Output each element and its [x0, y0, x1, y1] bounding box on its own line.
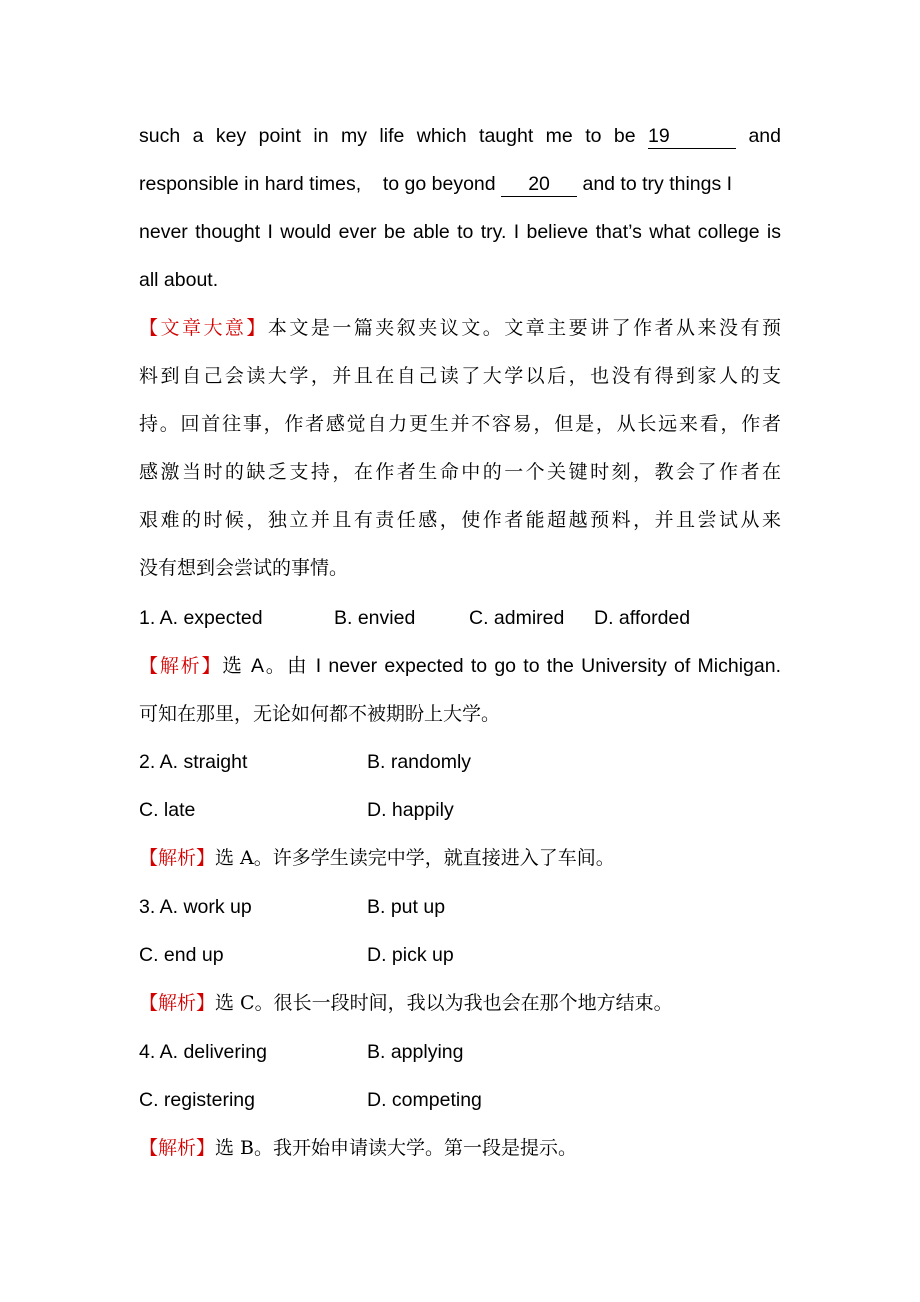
- question-4-options: [139, 1085, 781, 1115]
- text: 选 B。我开始申请读大学。第一段是提示。: [215, 1137, 578, 1159]
- analysis-label: 【解析】: [139, 992, 216, 1014]
- summary-line: 艰难的时候，独立并且有责任感，使作者能超越预料，并且尝试从来: [139, 509, 781, 531]
- passage-line: [139, 121, 781, 151]
- summary-line: 持。回首往事，作者感觉自力更生并不容易，但是，从长远来看，作者: [139, 413, 781, 435]
- passage-line: [139, 169, 781, 199]
- question-4-options: [139, 1037, 781, 1067]
- option-d: D. afforded: [594, 607, 691, 629]
- question-1-options: [139, 603, 781, 633]
- blank-20: 20: [501, 172, 577, 197]
- option-b: B. put up: [367, 896, 446, 918]
- option-c: C. end up: [139, 944, 224, 966]
- option-b: B. randomly: [367, 751, 472, 773]
- option-a: 4. A. delivering: [139, 1041, 267, 1063]
- question-3-options: [139, 892, 781, 922]
- passage-line: all about.: [139, 269, 219, 291]
- text: and: [748, 125, 781, 147]
- text: 本文是一篇夹叙夹议文。文章主要讲了作者从来没有预: [267, 317, 781, 339]
- option-a: 3. A. work up: [139, 896, 252, 918]
- option-c: C. registering: [139, 1089, 255, 1111]
- analysis-line: 可知在那里，无论如何都不被期盼上大学。: [139, 703, 501, 725]
- analysis-label: 【解析】: [139, 847, 216, 869]
- question-2-options: [139, 747, 781, 777]
- text: 选 A。由 I never expected to go to the University of Michigan.: [222, 655, 781, 677]
- text: and to try things I: [582, 173, 733, 195]
- option-b: B. envied: [334, 607, 416, 629]
- summary-line: [139, 313, 781, 343]
- passage-line: never thought I would ever be able to try. I believe that’s what college is: [139, 221, 781, 243]
- summary-label: 【文章大意】: [139, 317, 268, 339]
- option-d: D. pick up: [367, 944, 454, 966]
- text: 选 C。很长一段时间，我以为我也会在那个地方结束。: [215, 992, 673, 1014]
- analysis-line: [139, 843, 781, 873]
- option-c: C. admired: [469, 607, 565, 629]
- option-a: 1. A. expected: [139, 607, 263, 629]
- question-3-options: [139, 940, 781, 970]
- summary-line: 感激当时的缺乏支持，在作者生命中的一个关键时刻，教会了作者在: [139, 461, 781, 483]
- analysis-line: [139, 651, 781, 681]
- analysis-label: 【解析】: [139, 655, 223, 677]
- analysis-line: [139, 988, 781, 1018]
- option-d: D. happily: [367, 799, 454, 821]
- option-d: D. competing: [367, 1089, 482, 1111]
- text: such a key point in my life which taught me to be: [139, 125, 636, 147]
- option-a: 2. A. straight: [139, 751, 248, 773]
- blank-19: 19: [648, 124, 736, 149]
- summary-line: 料到自己会读大学，并且在自己读了大学以后，也没有得到家人的支: [139, 365, 781, 387]
- option-b: B. applying: [367, 1041, 464, 1063]
- text: 选 A。许多学生读完中学，就直接进入了车间。: [215, 847, 615, 869]
- option-c: C. late: [139, 799, 196, 821]
- analysis-label: 【解析】: [139, 1137, 216, 1159]
- text: responsible in hard times, to go beyond: [139, 173, 496, 195]
- analysis-line: [139, 1133, 781, 1163]
- summary-line: 没有想到会尝试的事情。: [139, 557, 349, 579]
- question-2-options: [139, 795, 781, 825]
